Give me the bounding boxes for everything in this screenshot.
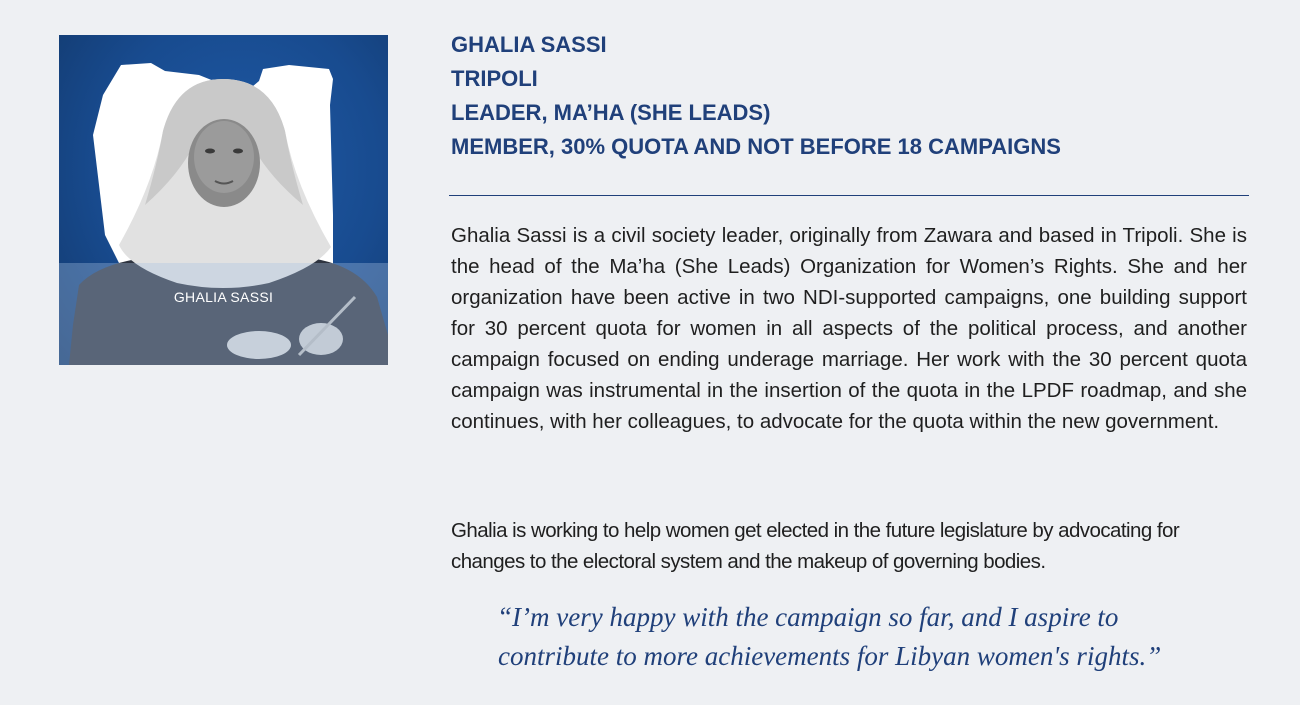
profile-city: TRIPOLI (451, 66, 538, 91)
portrait-image (59, 35, 388, 365)
portrait-caption: GHALIA SASSI (173, 289, 274, 305)
pull-quote (497, 598, 1217, 676)
profile-membership: MEMBER, 30% QUOTA AND NOT BEFORE 18 CAMPAIGNS (451, 134, 1061, 159)
portrait-caption-band (59, 263, 388, 365)
profile-header (451, 28, 1251, 164)
bio-paragraph-2: Ghalia is working to help women get elected in the future legislature by advocating for changes to the electoral system and the makeup of governing bodies. (451, 519, 1180, 573)
bio-paragraph-1: Ghalia Sassi is a civil society leader, originally from Zawara and based in Tripoli. She is the head of the Ma’ha (She Leads) Organization for Women’s Rights. She and her organization have been active in two NDI-supported campaigns, one building support for 30 percent quota for women in all aspects of the political process, and another campaign focused on ending underage marriage. Her work with the 30 percent quota campaign was instrumental in the insertion of the quota in the LPDF roadmap, and she continues, with her colleagues, to advocate for the quota within the new government. (451, 224, 1247, 433)
profile-role: LEADER, MA’HA (SHE LEADS) (451, 100, 771, 125)
quote-line-2: contribute to more achievements for Libyan women's rights.” (498, 641, 1162, 671)
quote-line-1: “I’m very happy with the campaign so far, and I aspire to (497, 602, 1119, 632)
profile-name: GHALIA SASSI (451, 32, 607, 57)
header-divider (449, 195, 1249, 196)
